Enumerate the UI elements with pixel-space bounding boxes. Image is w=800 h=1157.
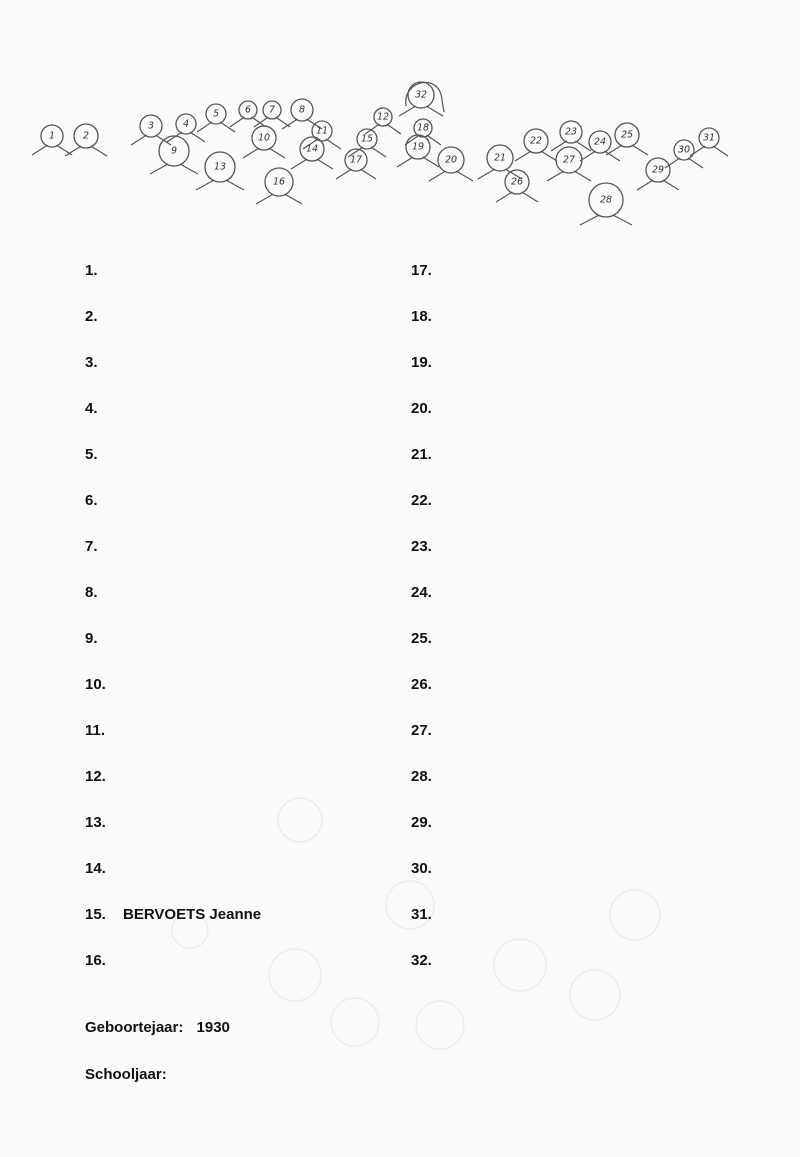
seat-number: 6 <box>244 104 252 116</box>
list-entry <box>411 630 432 676</box>
seat-head <box>580 131 620 161</box>
seat-head <box>65 124 107 156</box>
seat-head <box>690 128 728 156</box>
entry-number: 30. <box>411 860 432 877</box>
seat-number: 5 <box>212 108 220 120</box>
seat-number: 2 <box>82 130 90 142</box>
list-entry <box>85 400 261 446</box>
seat-number: 14 <box>305 143 319 155</box>
seat-head <box>515 129 557 161</box>
entry-number: 21. <box>411 446 432 463</box>
entry-number: 17. <box>411 262 432 279</box>
entry-number: 26. <box>411 676 432 693</box>
seat-head <box>150 136 198 174</box>
list-entry <box>85 354 261 400</box>
seat-head <box>336 149 376 179</box>
seat-number: 9 <box>170 145 178 157</box>
birth-year-value: 1930 <box>196 1019 230 1036</box>
entry-number: 14. <box>85 860 106 877</box>
seat-number: 22 <box>529 135 543 147</box>
birth-year-line <box>85 1019 230 1036</box>
list-entry <box>85 446 261 492</box>
list-entry <box>411 768 432 814</box>
seat-number: 28 <box>599 194 613 206</box>
entry-number: 8. <box>85 584 98 601</box>
entry-number: 3. <box>85 354 98 371</box>
school-year-label: Schooljaar: <box>85 1066 167 1083</box>
entry-number: 31. <box>411 906 432 923</box>
seat-head <box>496 170 538 202</box>
list-entry <box>411 538 432 584</box>
list-entry <box>411 722 432 768</box>
list-entry <box>85 584 261 630</box>
entry-number: 23. <box>411 538 432 555</box>
entry-number: 1. <box>85 262 98 279</box>
entry-number: 15. <box>85 906 106 923</box>
seat-number: 11 <box>315 125 329 137</box>
list-entry <box>85 308 261 354</box>
birth-year-label: Geboortejaar: <box>85 1019 184 1036</box>
seat-number: 25 <box>620 129 634 141</box>
seat-head <box>131 115 171 145</box>
seat-head <box>197 104 235 132</box>
entry-number: 10. <box>85 676 106 693</box>
seat-number: 27 <box>562 154 576 166</box>
entry-number: 18. <box>411 308 432 325</box>
entry-number: 22. <box>411 492 432 509</box>
list-entry <box>411 814 432 860</box>
list-entry <box>411 400 432 446</box>
seat-head <box>547 147 591 181</box>
entry-number: 5. <box>85 446 98 463</box>
seat-number: 31 <box>702 132 716 144</box>
seat-number: 20 <box>444 154 458 166</box>
entry-number: 13. <box>85 814 106 831</box>
list-entry <box>85 722 261 768</box>
list-entry <box>85 952 261 998</box>
seat-number: 17 <box>349 154 363 166</box>
seat-number: 3 <box>147 120 155 132</box>
list-entry <box>411 860 432 906</box>
seat-head <box>243 126 285 158</box>
seat-head <box>478 145 522 179</box>
list-entry <box>85 906 261 952</box>
list-entry <box>85 538 261 584</box>
seat-number: 8 <box>298 104 306 116</box>
seat-head <box>348 129 386 157</box>
entry-number: 28. <box>411 768 432 785</box>
list-entry <box>411 446 432 492</box>
seat-number: 32 <box>414 89 428 101</box>
list-entry <box>85 262 261 308</box>
entry-number: 12. <box>85 768 106 785</box>
seat-head <box>291 137 333 169</box>
entry-number: 27. <box>411 722 432 739</box>
list-entry <box>411 308 432 354</box>
entry-number: 7. <box>85 538 98 555</box>
list-entry <box>85 768 261 814</box>
list-entry <box>85 492 261 538</box>
seat-number: 15 <box>360 133 374 145</box>
entry-number: 32. <box>411 952 432 969</box>
seat-number: 23 <box>564 126 578 138</box>
seat-head <box>256 168 302 204</box>
entry-number: 25. <box>411 630 432 647</box>
list-entry <box>411 676 432 722</box>
seat-number: 19 <box>411 141 425 153</box>
seat-number: 12 <box>376 111 390 123</box>
list-entry <box>85 676 261 722</box>
list-entry <box>85 814 261 860</box>
entry-number: 11. <box>85 722 106 739</box>
list-entry <box>411 906 432 952</box>
entry-number: 16. <box>85 952 106 969</box>
seat-head <box>580 183 632 225</box>
seat-number: 30 <box>677 144 691 156</box>
entry-number: 4. <box>85 400 98 417</box>
seat-head <box>167 114 205 142</box>
list-entry <box>411 354 432 400</box>
entry-name: BERVOETS Jeanne <box>123 906 262 923</box>
seat-number: 13 <box>213 161 227 173</box>
entry-number: 19. <box>411 354 432 371</box>
entry-number: 24. <box>411 584 432 601</box>
names-list-left <box>85 262 261 998</box>
seat-number: 29 <box>651 164 665 176</box>
seat-head <box>429 147 473 181</box>
seat-head <box>282 99 322 129</box>
list-entry <box>411 584 432 630</box>
names-list-right <box>411 262 432 998</box>
seat-head <box>254 101 290 127</box>
entry-number: 6. <box>85 492 98 509</box>
seat-number: 16 <box>272 176 286 188</box>
entry-number: 2. <box>85 308 98 325</box>
seat-head <box>606 123 648 155</box>
school-year-line <box>85 1066 180 1083</box>
seat-head <box>665 140 703 168</box>
seat-number: 7 <box>268 104 276 116</box>
seat-number: 26 <box>510 176 524 188</box>
seat-number: 21 <box>493 152 507 164</box>
entry-number: 29. <box>411 814 432 831</box>
list-entry <box>85 860 261 906</box>
list-entry <box>411 952 432 998</box>
seat-number: 1 <box>48 130 56 142</box>
seat-number: 4 <box>182 118 190 130</box>
seat-number: 24 <box>593 136 607 148</box>
list-entry <box>411 262 432 308</box>
seat-number: 18 <box>416 122 430 134</box>
entry-number: 9. <box>85 630 98 647</box>
class-photo-sketch <box>0 0 800 240</box>
seat-head <box>196 152 244 190</box>
seat-head <box>32 125 72 155</box>
list-entry <box>411 492 432 538</box>
list-entry <box>85 630 261 676</box>
seat-number: 10 <box>257 132 271 144</box>
entry-number: 20. <box>411 400 432 417</box>
